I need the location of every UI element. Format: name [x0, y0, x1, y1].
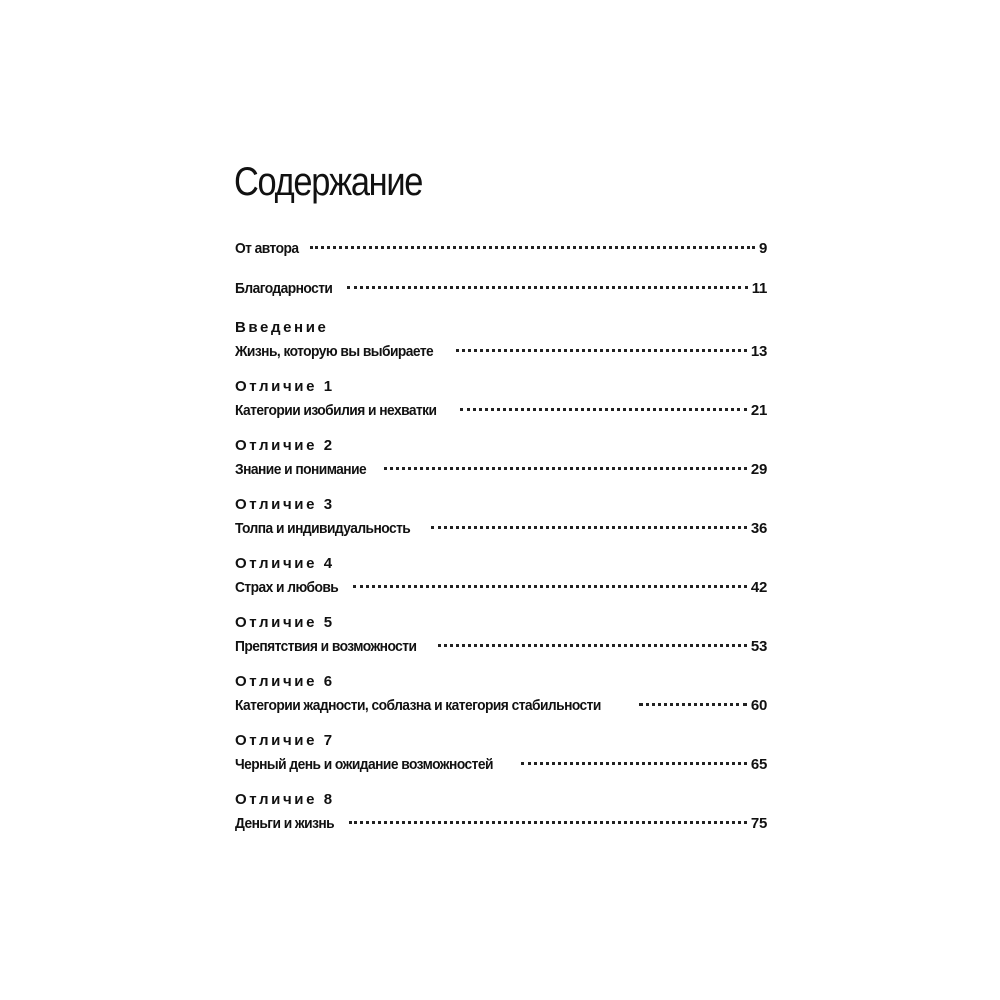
entry-title: Знание и понимание — [235, 461, 367, 478]
dot-leader — [438, 644, 747, 647]
toc-entry[interactable] — [235, 613, 767, 672]
toc-entry[interactable] — [235, 238, 767, 278]
toc-row[interactable] — [235, 518, 767, 540]
section-heading: Отличие 5 — [235, 614, 335, 631]
page-number: 29 — [750, 461, 767, 478]
toc-entry[interactable] — [235, 436, 767, 495]
page-title: Содержание — [234, 160, 423, 204]
toc-entry[interactable] — [235, 554, 767, 613]
table-of-contents — [235, 238, 767, 849]
dot-leader — [353, 585, 747, 588]
page-number: 13 — [750, 343, 767, 360]
dot-leader — [521, 762, 747, 765]
toc-entry[interactable] — [235, 790, 767, 849]
page-number: 42 — [750, 579, 767, 596]
toc-entry[interactable] — [235, 672, 767, 731]
toc-entry[interactable] — [235, 318, 767, 377]
toc-row[interactable] — [235, 754, 767, 776]
page-number: 11 — [751, 280, 767, 297]
toc-row[interactable] — [235, 577, 767, 599]
toc-entry[interactable] — [235, 495, 767, 554]
dot-leader — [460, 408, 747, 411]
entry-title: Препятствия и возможности — [235, 638, 417, 655]
section-heading: Отличие 3 — [235, 496, 335, 513]
dot-leader — [456, 349, 747, 352]
section-heading: Отличие 4 — [235, 555, 335, 572]
toc-row[interactable] — [235, 400, 767, 422]
dot-leader — [384, 467, 747, 470]
entry-title: Черный день и ожидание возможностей — [235, 756, 493, 773]
page-number: 53 — [750, 638, 767, 655]
section-heading: Отличие 6 — [235, 673, 335, 690]
entry-title: Категории жадности, соблазна и категория стабильности — [235, 697, 601, 714]
entry-title: От автора — [235, 240, 299, 257]
dot-leader — [431, 526, 746, 529]
toc-row[interactable] — [235, 278, 767, 300]
dot-leader — [349, 821, 747, 824]
page-number: 21 — [750, 402, 767, 419]
entry-title: Благодарности — [235, 280, 333, 297]
toc-row[interactable] — [235, 636, 767, 658]
dot-leader — [639, 703, 747, 706]
entry-title: Деньги и жизнь — [235, 815, 335, 832]
toc-row[interactable] — [235, 238, 767, 260]
section-heading: Отличие 1 — [235, 378, 335, 395]
section-heading: Отличие 2 — [235, 437, 335, 454]
toc-row[interactable] — [235, 695, 767, 717]
section-heading: Введение — [235, 319, 329, 336]
dot-leader — [310, 246, 755, 249]
page-number: 75 — [750, 815, 767, 832]
section-heading: Отличие 7 — [235, 732, 335, 749]
toc-row[interactable] — [235, 459, 767, 481]
page-number: 9 — [758, 240, 767, 257]
toc-row[interactable] — [235, 813, 767, 835]
dot-leader — [347, 286, 748, 289]
entry-title: Толпа и индивидуальность — [235, 520, 411, 537]
toc-row[interactable] — [235, 341, 767, 363]
page-number: 36 — [750, 520, 767, 537]
toc-entry[interactable] — [235, 377, 767, 436]
page-number: 60 — [750, 697, 767, 714]
page-number: 65 — [750, 756, 767, 773]
section-heading: Отличие 8 — [235, 791, 335, 808]
entry-title: Категории изобилия и нехватки — [235, 402, 437, 419]
entry-title: Жизнь, которую вы выбираете — [235, 343, 434, 360]
toc-entry[interactable] — [235, 278, 767, 318]
toc-entry[interactable] — [235, 731, 767, 790]
entry-title: Страх и любовь — [235, 579, 339, 596]
